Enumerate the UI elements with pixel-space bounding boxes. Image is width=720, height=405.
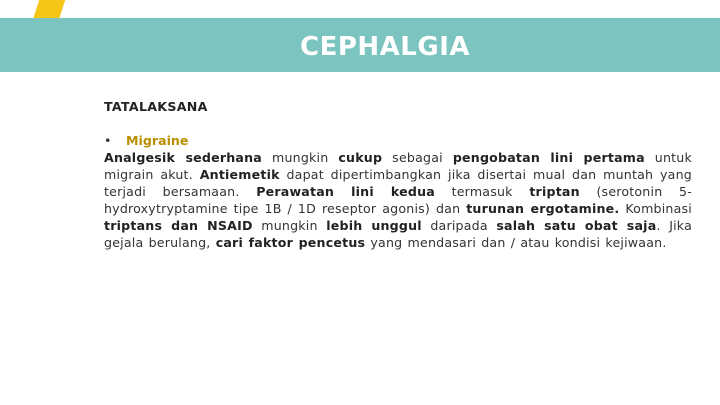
paragraph-bold-run: turunan ergotamine. [466, 201, 620, 216]
paragraph-bold-run: triptans dan NSAID [104, 218, 253, 233]
paragraph-text-run: (serotonin 5-hydroxytryptamine tipe 1B / 1D reseptor agonis) dan [104, 184, 692, 216]
paragraph-text-run: mungkin [261, 150, 339, 165]
bullet-label: Migraine [126, 133, 189, 148]
paragraph-text-run: Kombinasi [619, 201, 692, 216]
paragraph-bold-run: Antiemetik [199, 167, 280, 182]
paragraph-bold-run: cukup [338, 150, 383, 165]
paragraph-text-run: mungkin [252, 218, 327, 233]
paragraph-text-run: termasuk [434, 184, 530, 199]
paragraph-text-run: dapat dipertimbangkan jika disertai mual dan muntah yang terjadi bersamaan. [104, 167, 692, 199]
paragraph-text-run: . Jika gejala berulang, [104, 218, 692, 250]
slide-content [104, 98, 692, 251]
paragraph-bold-run: Analgesik sederhana [104, 150, 262, 165]
paragraph-bold-run: Perawatan lini kedua [256, 184, 435, 199]
slide-title: CEPHALGIA [300, 32, 470, 62]
paragraph-text-run: yang mendasari dan / atau kondisi kejiwaan. [365, 235, 667, 250]
paragraph-text-run: sebagai [382, 150, 453, 165]
bullet-item-migraine [104, 132, 692, 149]
paragraph-text-run: daripada [421, 218, 497, 233]
paragraph-bold-run: pengobatan lini pertama [452, 150, 645, 165]
paragraph-bold-run: triptan [529, 184, 580, 199]
paragraph-bold-run: salah satu obat saja [496, 218, 657, 233]
bullet-marker: • [104, 133, 112, 148]
paragraph-bold-run: cari faktor pencetus [215, 235, 366, 250]
body-paragraph [104, 149, 692, 251]
section-heading: TATALAKSANA [104, 99, 208, 114]
paragraph-text-run: untuk migrain akut. [104, 150, 692, 182]
paragraph-bold-run: lebih unggul [326, 218, 422, 233]
